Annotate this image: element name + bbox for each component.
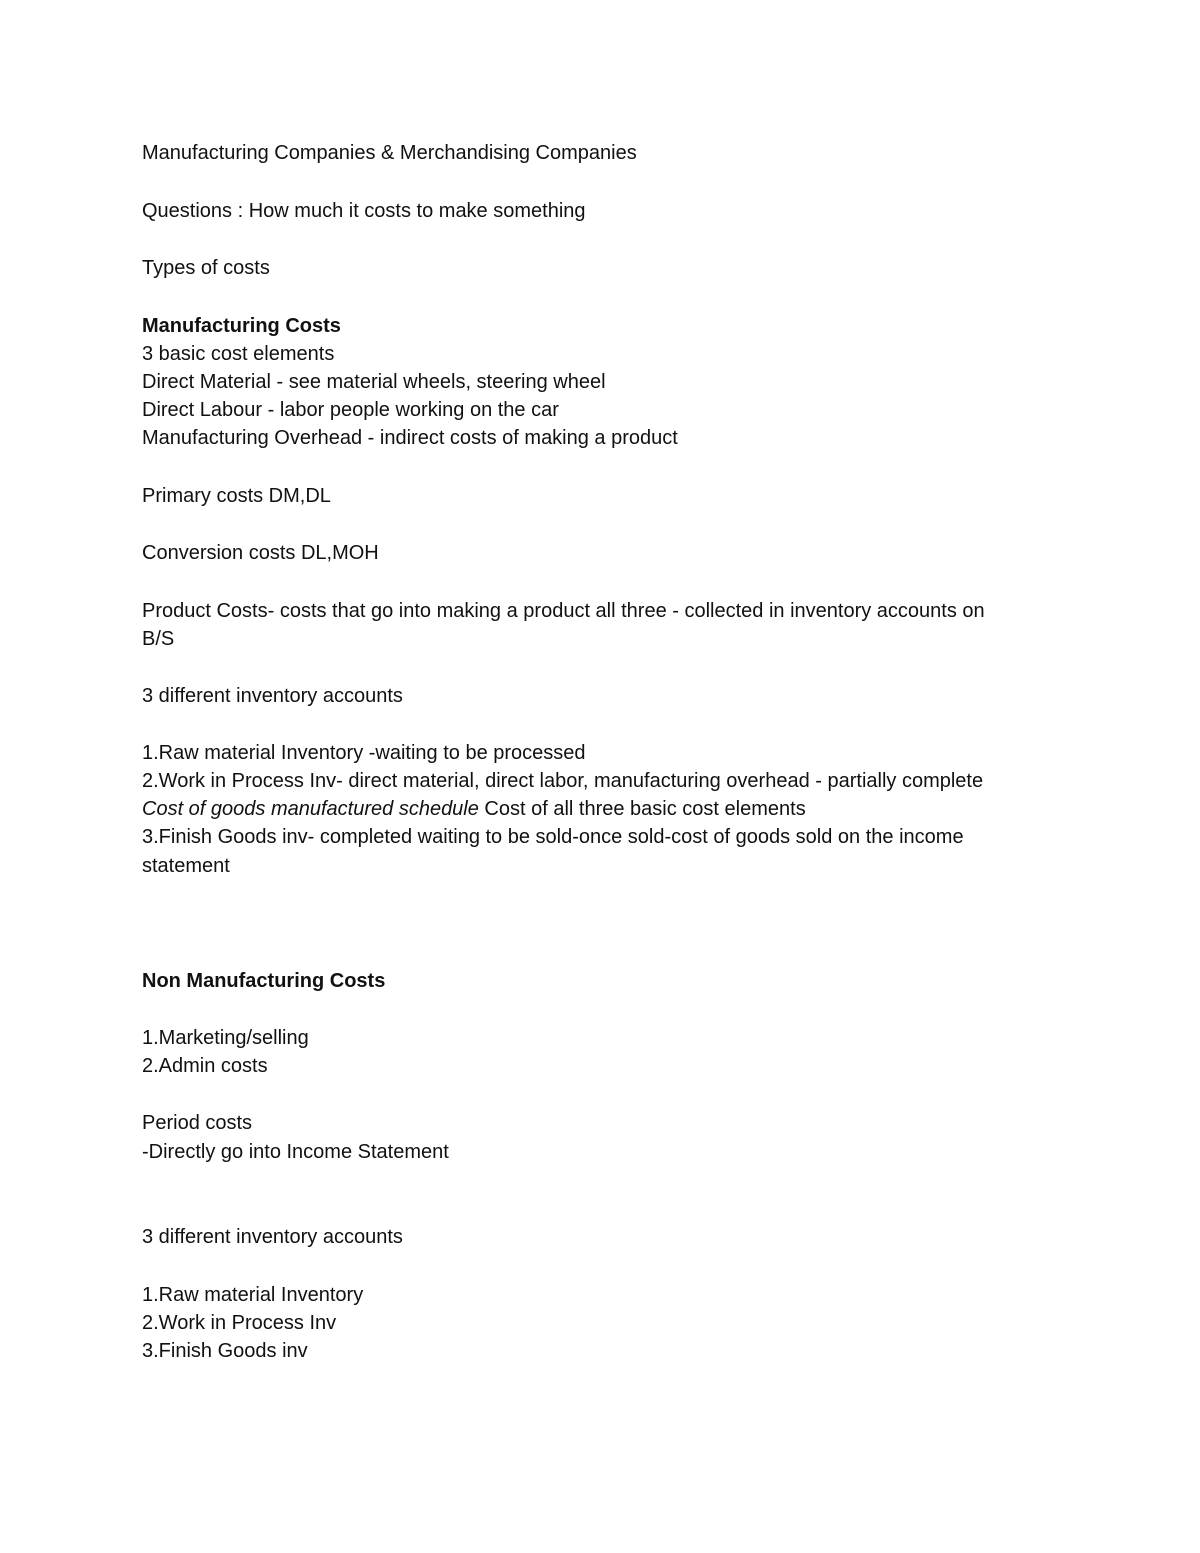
cogm-schedule-label: Cost of goods manufactured schedule <box>142 798 479 820</box>
primary-costs-line: Primary costs DM,DL <box>142 485 331 507</box>
conversion-costs-line: Conversion costs DL,MOH <box>142 542 379 564</box>
admin-costs-line: 2.Admin costs <box>142 1055 268 1077</box>
cost-elements-line: 3 basic cost elements <box>142 343 335 365</box>
work-in-process-line: 2.Work in Process Inv- direct material, direct labor, manufacturing overhead - partially complete <box>142 770 984 792</box>
raw-material-inventory-line: 1.Raw material Inventory -waiting to be processed <box>142 742 586 764</box>
work-in-process-item: 2.Work in Process Inv <box>142 1312 337 1334</box>
product-costs-line: Product Costs- costs that go into making a product all three - collected in inventory accounts on <box>142 600 985 622</box>
manufacturing-costs-heading: Manufacturing Costs <box>142 315 341 337</box>
cogm-description: Cost of all three basic cost elements <box>478 798 806 820</box>
question-line: Questions : How much it costs to make something <box>142 200 586 222</box>
product-costs-line-continued: B/S <box>142 628 175 650</box>
inventory-accounts-heading: 3 different inventory accounts <box>142 685 403 707</box>
types-heading: Types of costs <box>142 257 270 279</box>
cogm-line <box>142 795 806 823</box>
finish-goods-line-continued: statement <box>142 855 230 877</box>
finish-goods-line: 3.Finish Goods inv- completed waiting to be sold-once sold-cost of goods sold on the income <box>142 826 964 848</box>
inventory-accounts-heading-2: 3 different inventory accounts <box>142 1226 403 1248</box>
direct-material-line: Direct Material - see material wheels, steering wheel <box>142 371 606 393</box>
direct-labour-line: Direct Labour - labor people working on the car <box>142 399 559 421</box>
manufacturing-overhead-line: Manufacturing Overhead - indirect costs of making a product <box>142 427 678 449</box>
finish-goods-item: 3.Finish Goods inv <box>142 1340 308 1362</box>
non-manufacturing-costs-heading: Non Manufacturing Costs <box>142 970 386 992</box>
marketing-selling-line: 1.Marketing/selling <box>142 1027 309 1049</box>
raw-material-inventory-item: 1.Raw material Inventory <box>142 1284 364 1306</box>
period-costs-line: Period costs <box>142 1112 253 1134</box>
period-costs-note: -Directly go into Income Statement <box>142 1141 449 1163</box>
document-title: Manufacturing Companies & Merchandising Companies <box>142 142 637 164</box>
